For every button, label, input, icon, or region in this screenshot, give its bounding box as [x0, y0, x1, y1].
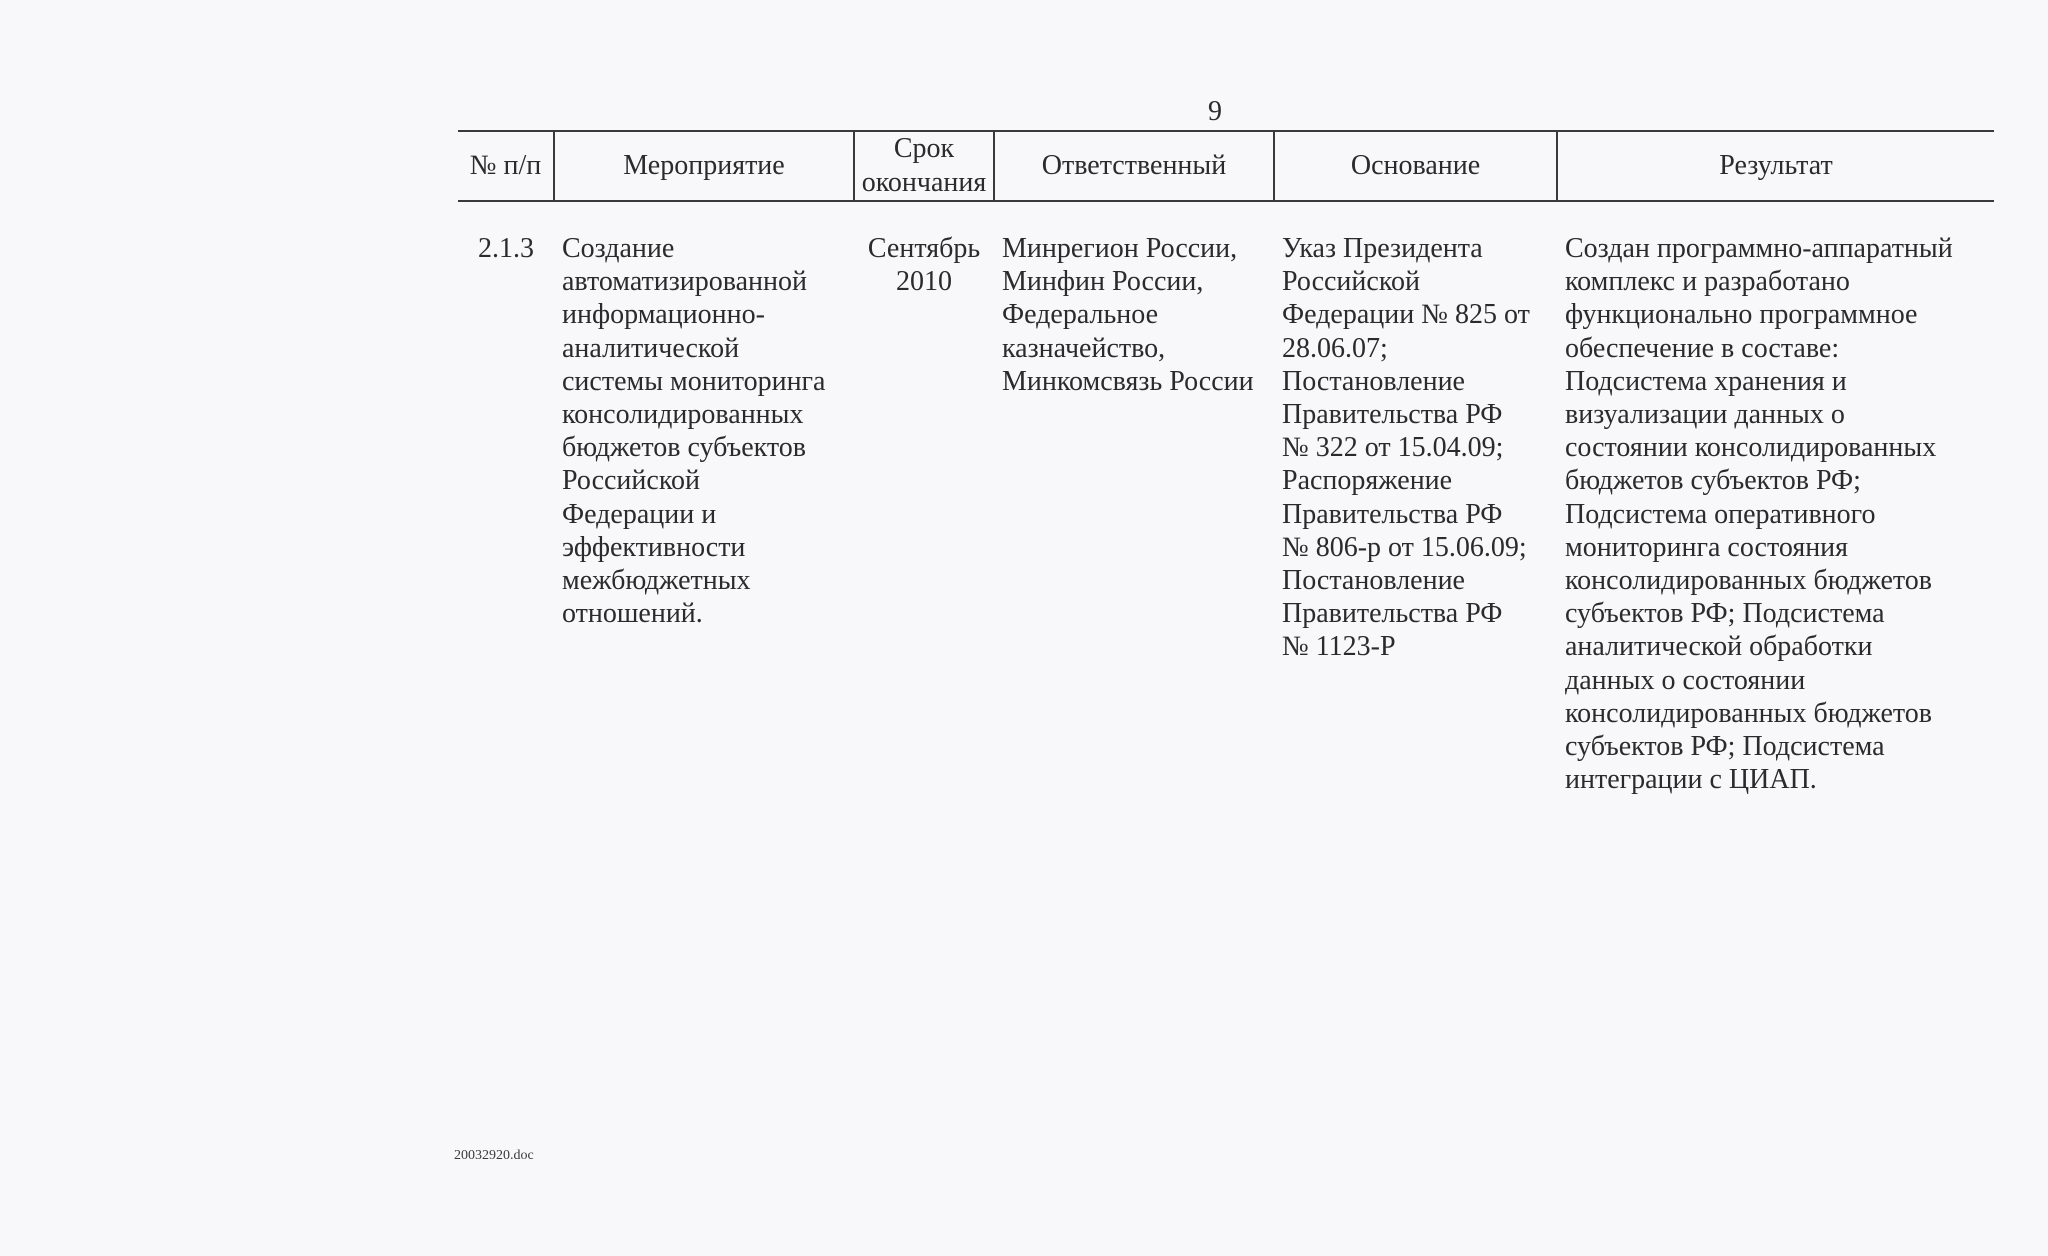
header-basis: Основание	[1274, 131, 1557, 201]
cell-deadline: Сентябрь 2010	[867, 233, 981, 298]
cell-event: Создание автоматизированной информационно- аналитической системы мониторинга консолидированных бюджетов субъектов Российской Федерации и эффективности межбюджетных отношений.	[562, 233, 826, 630]
header-responsible: Ответственный	[994, 131, 1274, 201]
table-header-row	[458, 131, 1994, 201]
table-spacer	[458, 201, 1994, 232]
cell-responsible: Минрегион России, Минфин России, Федеральное казначейство, Минкомсвязь России	[1002, 233, 1254, 397]
header-deadline: Срок окончания	[854, 131, 994, 201]
page-number: 9	[1208, 96, 1222, 127]
header-num: № п/п	[458, 131, 554, 201]
table-header	[458, 131, 1994, 201]
cell-num: 2.1.3	[478, 233, 534, 264]
footer-filename: 20032920.doc	[454, 1148, 534, 1163]
header-result: Результат	[1557, 131, 1994, 201]
measures-table	[458, 130, 1994, 796]
table-row	[458, 232, 1994, 796]
spacer-cell	[458, 201, 1994, 232]
table-body	[458, 201, 1994, 796]
cell-result: Создан программно-аппаратный комплекс и разработано функционально программное обеспечение в составе: Подсистема хранения и визуализации данных о состоянии консолидированных бюджетов субъектов РФ; Подсистема оперативного мониторинга состояния консолидированных бюджетов субъектов РФ; Подсистема аналитической обработки данных о состоянии консолидированных бюджетов субъектов РФ; Подсистема интеграции с ЦИАП.	[1565, 233, 1953, 796]
cell-basis: Указ Президента Российской Федерации № 825 от 28.06.07; Постановление Правительства РФ № 322 от 15.04.09; Распоряжение Правительства РФ № 806-р от 15.06.09; Постановление Правительства РФ № 1123-Р	[1282, 233, 1530, 663]
header-event: Мероприятие	[554, 131, 854, 201]
